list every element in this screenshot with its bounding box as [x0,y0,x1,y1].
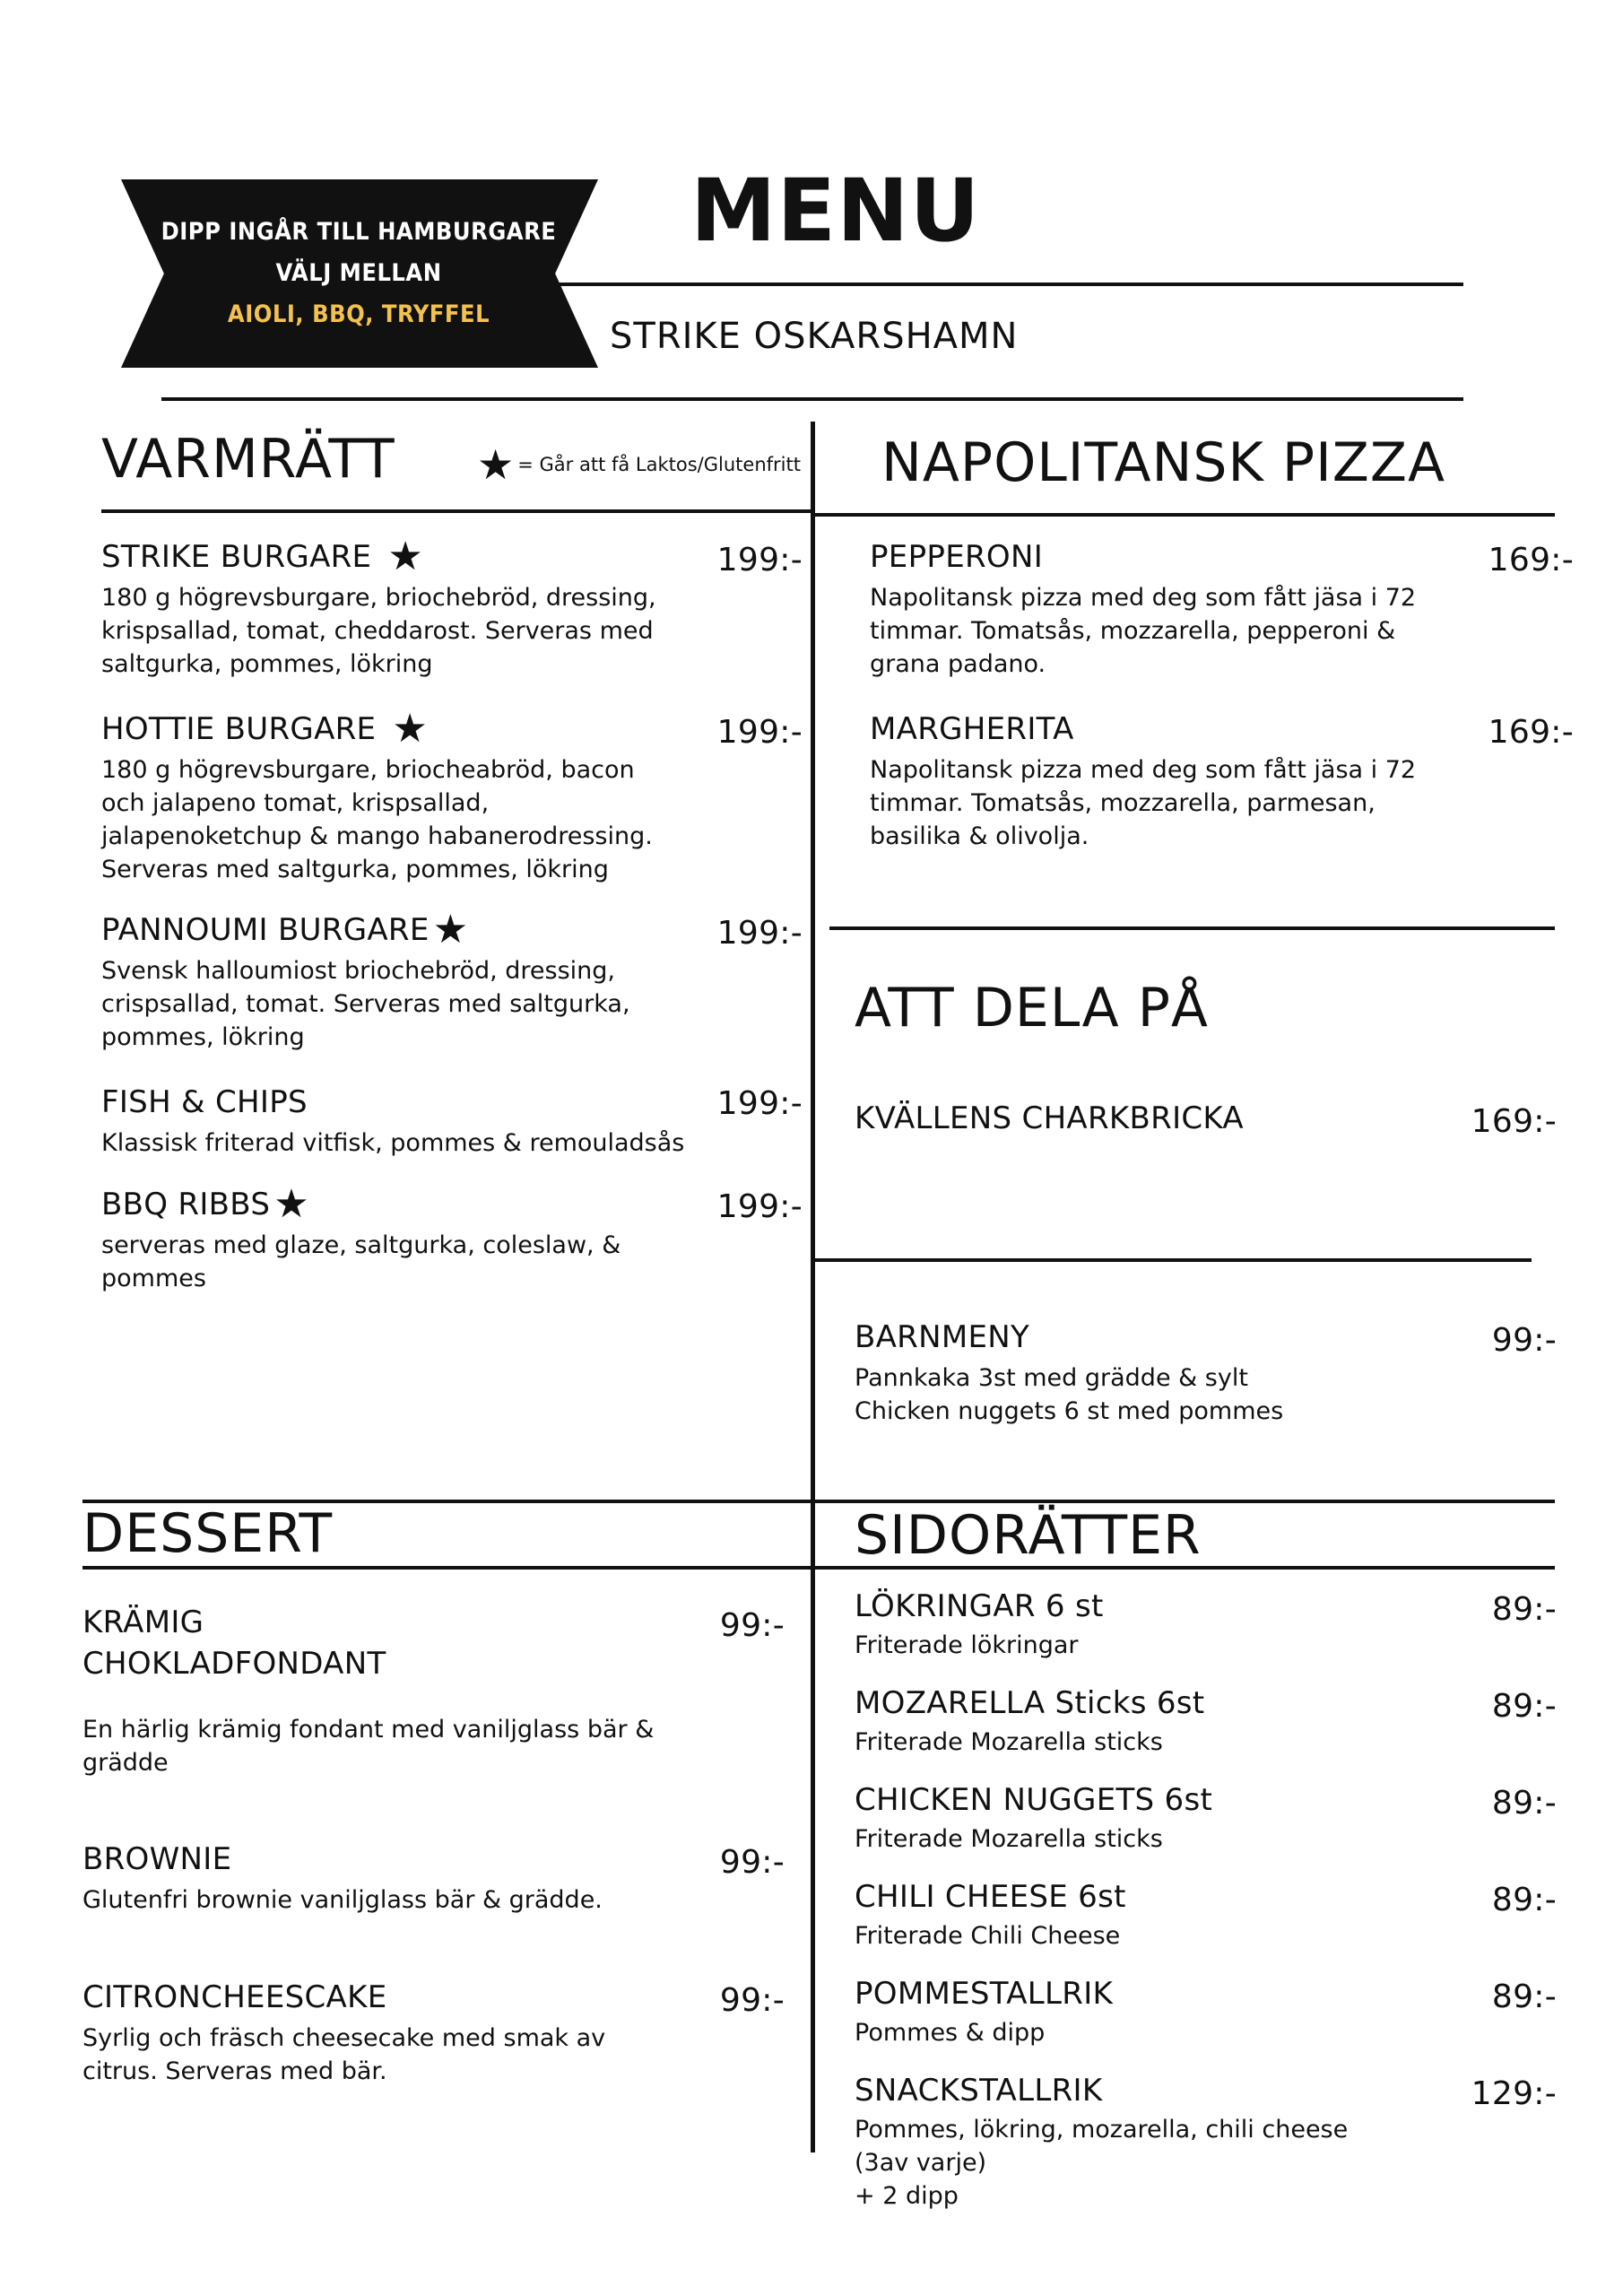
menu-item-description: Pommes & dipp [855,2019,1046,2047]
menu-item-name: STRIKE BURGARE ★ [101,534,424,579]
menu-item-description: En härlig krämig fondant med vaniljglass bär & grädde [82,1716,655,1777]
menu-item-description: serveras med glaze, saltgurka, coleslaw, & pommes [101,1231,621,1292]
star-icon: ★ [273,1181,309,1227]
menu-item-description: Klassisk friterad vitfisk, pommes & remouladsås [101,1129,685,1157]
menu-item-price: 169:- [1488,542,1574,578]
section-title-varmratt: VARMRÄTT [101,428,395,491]
menu-item-name: BROWNIE [82,1841,232,1877]
menu-item-name: MOZARELLA Sticks 6st [855,1685,1205,1721]
banner-line-1: DIPP INGÅR TILL HAMBURGARE [161,218,557,246]
menu-item-name: SNACKSTALLRIK [855,2073,1103,2109]
menu-item-description: Glutenfri brownie vaniljglass bär & grädde. [82,1886,603,1914]
menu-item-name: PANNOUMI BURGARE ★ [101,907,469,952]
column-divider [811,422,815,2152]
section-title-sides: SIDORÄTTER [855,1504,1202,1567]
menu-item-description: 180 g högrevsburgare, briochebröd, dressing, krispsallad, tomat, cheddarost. Serveras med saltgurka, pommes, lökring [101,584,656,678]
menu-item-price: 99:- [719,1982,785,2019]
menu-item-description: Friterade Mozarella sticks [855,1825,1163,1853]
menu-item-description: Pannkaka 3st med grädde & sylt Chicken nuggets 6 st med pommes [855,1364,1284,1425]
menu-item-description: Napolitansk pizza med deg som fått jäsa i 72 timmar. Tomatsås, mozzarella, pepperoni & grana padano. [870,584,1417,678]
menu-item-name: LÖKRINGAR 6 st [855,1588,1104,1624]
share-bottom-divider [811,1258,1532,1262]
menu-item-description: Svensk halloumiost briochebröd, dressing, crispsallad, tomat. Serveras med saltgurka, pommes, lökring [101,957,630,1051]
menu-item-price: 89:- [1491,1882,1557,1918]
legend [477,440,801,489]
section-title-share: ATT DELA PÅ [855,977,1209,1039]
varmratt-divider [101,509,814,513]
menu-item-name: CHILI CHEESE 6st [855,1879,1126,1915]
menu-item-name: BARNMENY [855,1319,1030,1355]
menu-item-price: 169:- [1488,714,1574,751]
menu-item-price: 89:- [1491,1785,1557,1822]
menu-item-price: 89:- [1491,1591,1557,1628]
menu-item-description: Friterade Mozarella sticks [855,1728,1163,1756]
menu-item-price: 199:- [716,542,803,578]
menu-item-price: 199:- [716,1188,803,1225]
menu-item-price: 199:- [716,714,803,751]
menu-item-name: FISH & CHIPS [101,1084,308,1120]
header-divider [556,283,1463,286]
menu-item-price: 199:- [716,1085,803,1122]
menu-item-price: 199:- [716,915,803,952]
menu-item-price: 169:- [1471,1103,1557,1140]
menu-item-name: CHICKEN NUGGETS 6st [855,1782,1213,1818]
menu-item-name: KRÄMIG CHOKLADFONDANT [82,1605,386,1682]
menu-item-name: KVÄLLENS CHARKBRICKA [855,1100,1244,1136]
menu-item-name: PEPPERONI [870,539,1044,575]
menu-item-price: 99:- [719,1844,785,1881]
star-icon: ★ [387,534,424,579]
menu-item-price: 89:- [1491,1688,1557,1725]
pizza-divider [811,513,1555,517]
lower-header-divider [82,1566,1555,1570]
star-icon: ★ [477,440,515,489]
menu-item-name: CITRONCHEESCAKE [82,1979,387,2015]
header-bottom-divider [161,397,1463,401]
menu-item-name: POMMESTALLRIK [855,1976,1114,2012]
legend-text: = Går att få Laktos/Glutenfritt [517,454,801,475]
menu-item-description: Napolitansk pizza med deg som fått jäsa i 72 timmar. Tomatsås, mozzarella, parmesan, basilika & olivolja. [870,756,1417,850]
page-subtitle: STRIKE OSKARSHAMN [610,316,1019,357]
menu-item-price: 99:- [1491,1322,1557,1359]
page-title: MENU [690,161,981,261]
menu-item-description: Pommes, lökring, mozarella, chili cheese (3av varje) + 2 dipp [855,2116,1349,2210]
banner-line-3: AIOLI, BBQ, TRYFFEL [227,300,490,328]
menu-item-name: HOTTIE BURGARE ★ [101,706,429,752]
menu-item-description: Friterade Chili Cheese [855,1922,1121,1950]
menu-item-price: 89:- [1491,1979,1557,2015]
pizza-bottom-divider [829,926,1555,930]
banner-line-2: VÄLJ MELLAN [275,259,442,287]
star-icon: ★ [392,706,429,752]
menu-item-description: Syrlig och fräsch cheesecake med smak av citrus. Serveras med bär. [82,2024,606,2085]
section-title-pizza: NAPOLITANSK PIZZA [881,431,1446,494]
menu-item-price: 99:- [719,1607,785,1644]
section-title-dessert: DESSERT [82,1502,334,1565]
star-icon: ★ [432,907,469,952]
menu-item-name: MARGHERITA [870,711,1074,747]
menu-item-name: BBQ RIBBS ★ [101,1181,309,1227]
menu-item-price: 129:- [1471,2075,1557,2112]
menu-item-description: Friterade lökringar [855,1631,1079,1659]
menu-item-description: 180 g högrevsburgare, briocheabröd, bacon och jalapeno tomat, krispsallad, jalapenoketchup & mango habanerodressing. Serveras med saltgurka, pommes, lökring [101,756,653,883]
